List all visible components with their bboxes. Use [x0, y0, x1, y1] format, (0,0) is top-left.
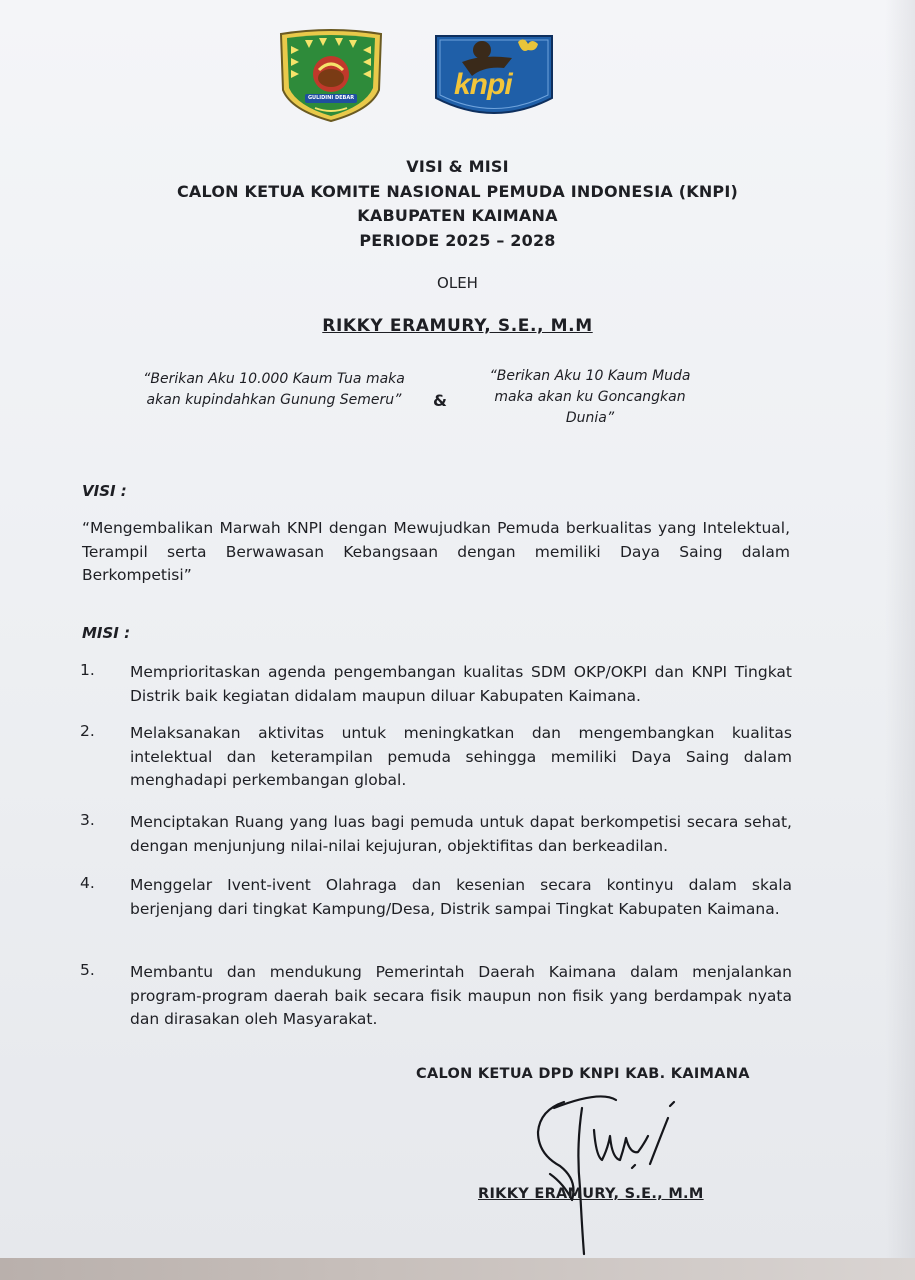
misi-item-number: 5.	[80, 961, 95, 979]
misi-item-text: Membantu dan mendukung Pemerintah Daerah Kaimana dalam menjalankan program-program daerah baik secara fisik maupun non fisik yang berdampak nyata dan dirasakan oleh Masyarakat.	[130, 963, 792, 1028]
knpi-logo	[432, 32, 556, 124]
misi-heading: MISI :	[82, 624, 131, 642]
header-title-calon-ketua: CALON KETUA KOMITE NASIONAL PEMUDA INDONESIA (KNPI)	[176, 182, 739, 201]
misi-item-text: Menciptakan Ruang yang luas bagi pemuda untuk dapat berkompetisi secara sehat, dengan menjunjung nilai-nilai kejujuran, objektifitas dan berkeadilan.	[130, 813, 792, 855]
misi-item-text: Melaksanakan aktivitas untuk meningkatkan dan mengembangkan kualitas intelektual dan keterampilan pemuda sehingga memiliki Daya Saing dalam menghadapi perkembangan global.	[130, 724, 792, 789]
misi-item-number: 4.	[80, 874, 95, 892]
handwritten-signature	[520, 1088, 700, 1262]
knpi-logo-text: knpi	[454, 68, 512, 101]
visi-heading: VISI :	[82, 482, 127, 500]
misi-item-number: 3.	[80, 811, 95, 829]
quote-right: “Berikan Aku 10 Kaum Muda maka akan ku Goncangkan Dunia”	[489, 368, 691, 426]
header-title-kabupaten: KABUPATEN KAIMANA	[357, 206, 558, 225]
signature-name: RIKKY ERAMURY, S.E., M.M	[478, 1186, 704, 1202]
misi-item-number: 1.	[80, 661, 95, 679]
signature-title: CALON KETUA DPD KNPI KAB. KAIMANA	[416, 1066, 750, 1082]
misi-item-text: Memprioritaskan agenda pengembangan kualitas SDM OKP/OKPI dan KNPI Tingkat Distrik baik kegiatan didalam maupun diluar Kabupaten Kaimana.	[130, 663, 792, 705]
emblem-motto: GULIDINI DEBAR	[307, 95, 355, 101]
table-surface	[0, 1258, 915, 1280]
misi-item-number: 2.	[80, 722, 95, 740]
candidate-name: RIKKY ERAMURY, S.E., M.M	[322, 316, 593, 336]
header-title-periode: PERIODE 2025 – 2028	[359, 231, 556, 250]
visi-text: “Mengembalikan Marwah KNPI dengan Mewujudkan Pemuda berkualitas yang Intelektual, Terampil serta Berwawasan Kebangsaan dengan memiliki Daya Saing dalam Berkompetisi”	[82, 519, 790, 584]
misi-item-text: Menggelar Ivent-ivent Olahraga dan kesenian secara kontinyu dalam skala berjenjang dari tingkat Kampung/Desa, Distrik sampai Tingkat Kabupaten Kaimana.	[130, 876, 792, 918]
kaimana-emblem-logo	[275, 28, 387, 128]
header-oleh: OLEH	[437, 274, 478, 292]
quote-ampersand: &	[433, 391, 447, 410]
header-title-visi-misi: VISI & MISI	[406, 157, 509, 176]
quote-left: “Berikan Aku 10.000 Kaum Tua maka akan kupindahkan Gunung Semeru”	[143, 371, 405, 408]
